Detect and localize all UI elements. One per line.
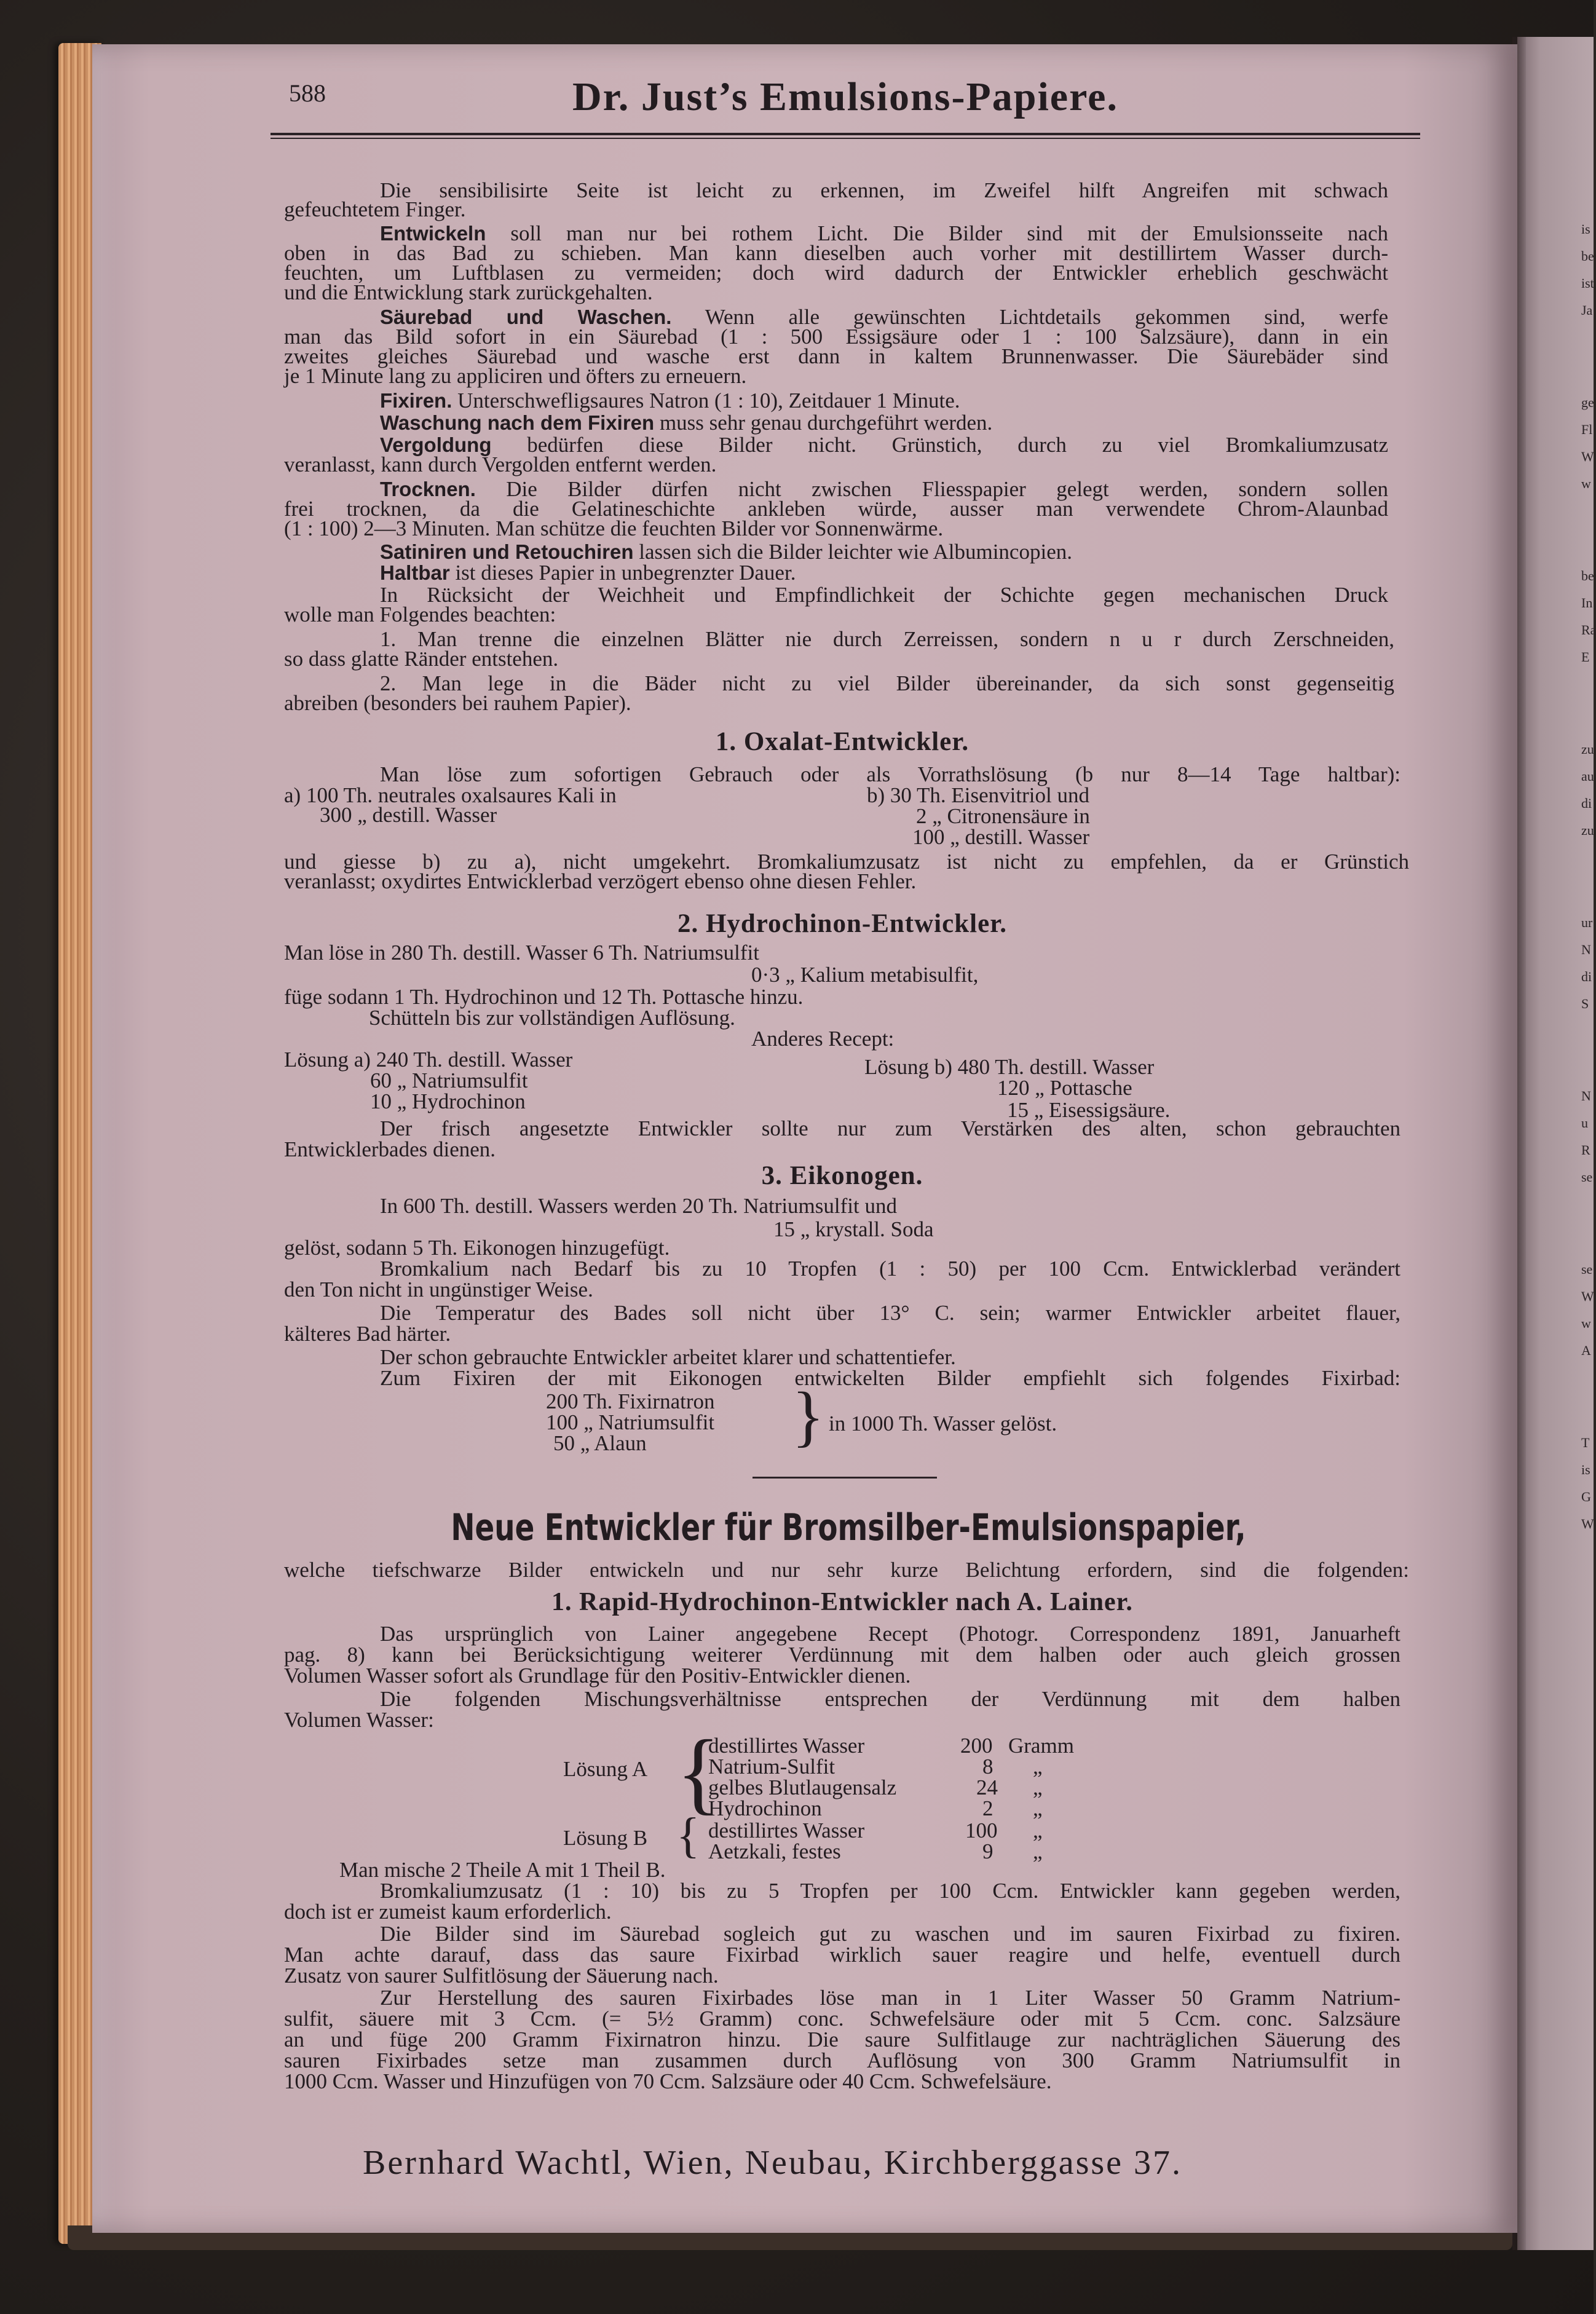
adjacent-page-fragment: au — [1581, 768, 1594, 784]
recipe-line: a) 100 Th. neutrales oxalsaures Kali in — [284, 783, 617, 807]
rapid-heading: 1. Rapid-Hydrochinon-Entwickler nach A. Lainer. — [551, 1588, 1133, 1616]
adjacent-page-fragment: ge — [1581, 395, 1594, 410]
text-line: Volumen Wasser sofort als Grundlage für den Positiv-Entwickler dienen. — [284, 1664, 911, 1688]
text-line: 2. Man lege in die Bäder nicht zu viel Bilder übereinander, da sich sonst gegenseitig — [380, 671, 1394, 695]
recipe-line: 120 „ Pottasche — [997, 1076, 1132, 1100]
text-line: sulfit, säuere mit 3 Ccm. (= 5½ Gramm) conc. Schwefelsäure oder mit 5 Ccm. conc. Salzsäure — [284, 2007, 1400, 2031]
text-line: veranlasst, kann durch Vergolden entfernt werden. — [284, 452, 717, 476]
recipe-line: Lösung a) 240 Th. destill. Wasser — [284, 1048, 573, 1072]
text-line: welche tiefschwarze Bilder entwickeln und nur sehr kurze Belichtung erfordern, sind die folgenden: — [284, 1558, 1409, 1582]
page-number: 588 — [289, 79, 326, 107]
text-line: 1000 Ccm. Wasser und Hinzufügen von 70 Ccm. Salzsäure oder 40 Ccm. Schwefelsäure. — [284, 2069, 1052, 2093]
ingredient: destillirtes Wasser — [708, 1818, 865, 1842]
recipe-line: Man löse in 280 Th. destill. Wasser 6 Th. Natriumsulfit — [284, 941, 759, 965]
text-line: frei trocknen, da die Gelatineschichte ankleben würde, ausser man verwendete Chrom-Alaunbad — [284, 497, 1388, 521]
vergoldung-paragraph: Vergoldung bedürfen diese Bilder nicht. Grünstich, durch zu viel Bromkaliumzusatz — [380, 433, 1388, 457]
unit: „ — [1033, 1796, 1043, 1820]
intro-line: Die sensibilisirte Seite ist leicht zu erkennen, im Zweifel hilft Angreifen mit schwach — [380, 178, 1388, 202]
text-line: an und füge 200 Gramm Fixirnatron hinzu. Die saure Sulfitlauge zur nachträglichen Säuerung des — [284, 2028, 1400, 2051]
text-line: Entwicklerbades dienen. — [284, 1137, 496, 1161]
fixirbad-line: 50 „ Alaun — [553, 1431, 647, 1455]
adjacent-page-fragment: In — [1581, 595, 1593, 610]
adjacent-page-fragment: N — [1581, 1088, 1591, 1104]
recipe-line: 15 „ Eisessigsäure. — [1007, 1098, 1171, 1122]
adjacent-page-fragment: W — [1581, 1289, 1594, 1304]
adjacent-page-fragment: W — [1581, 1516, 1594, 1531]
adjacent-page-fragment: se — [1581, 1169, 1593, 1185]
header-rule-thin — [271, 138, 1420, 139]
unit: „ — [1033, 1775, 1043, 1799]
adjacent-page-fragment: is — [1581, 1462, 1590, 1477]
unit: Gramm — [1008, 1734, 1074, 1758]
text-line: Bromkalium nach Bedarf bis zu 10 Tropfen (1 : 50) per 100 Ccm. Entwicklerbad verändert — [380, 1257, 1400, 1281]
text-line: Man mische 2 Theile A mit 1 Theil B. — [339, 1858, 666, 1882]
ingredient: Hydrochinon — [708, 1796, 822, 1820]
recipe-line: 60 „ Natriumsulfit — [370, 1068, 528, 1092]
recipe-subheading: Anderes Recept: — [751, 1027, 895, 1051]
text-line: Man löse zum sofortigen Gebrauch oder als Vorrathslösung (b nur 8—14 Tage haltbar): — [380, 762, 1400, 786]
amount: 200 — [960, 1734, 993, 1758]
adjacent-page-fragment: Fl — [1581, 422, 1593, 437]
unit: „ — [1033, 1755, 1043, 1779]
amount: 9 — [982, 1839, 994, 1863]
text-line: (1 : 100) 2—3 Minuten. Man schütze die feuchten Bilder vor Sonnenwärme. — [284, 516, 944, 540]
adjacent-page-fragment: E — [1581, 649, 1590, 665]
adjacent-page-fragment: is — [1581, 221, 1590, 237]
adjacent-page-fragment: S — [1581, 996, 1589, 1011]
section-divider — [753, 1477, 937, 1479]
fixirbad-note: in 1000 Th. Wasser gelöst. — [829, 1412, 1057, 1435]
adjacent-page-fragment: Ra — [1581, 622, 1596, 638]
loesung-a-label: Lösung A — [563, 1757, 648, 1781]
text-line: 1. Man trenne die einzelnen Blätter nie durch Zerreissen, sondern n u r durch Zerschneiden, — [380, 627, 1394, 651]
recipe-line: gelöst, sodann 5 Th. Eikonogen hinzugefügt. — [284, 1236, 670, 1260]
adjacent-page-fragment: Ja — [1581, 302, 1593, 318]
adjacent-page-fragment: ist — [1581, 275, 1594, 291]
text-line: Das ursprünglich von Lainer angegebene Recept (Photogr. Correspondenz 1891, Januarheft — [380, 1622, 1400, 1646]
recipe-line: 15 „ krystall. Soda — [773, 1217, 934, 1241]
advert-heading: Neue Entwickler für Bromsilber-Emulsionspapier, — [451, 1506, 1246, 1549]
text-line: wolle man Folgendes beachten: — [284, 602, 556, 626]
adjacent-page-fragment: w — [1581, 1316, 1591, 1331]
text-line: je 1 Minute lang zu appliciren und öfters zu erneuern. — [284, 364, 747, 388]
section-heading-oxalat: 1. Oxalat-Entwickler. — [715, 727, 970, 756]
text-line: pag. 8) kann bei Berücksichtigung weiterer Verdünnung mit dem halben oder auch gleich grossen — [284, 1643, 1400, 1667]
ingredient: Natrium-Sulfit — [708, 1755, 836, 1779]
recipe-line: 300 „ destill. Wasser — [320, 803, 497, 827]
adjacent-page-fragment: u — [1581, 1115, 1588, 1131]
text-line: oben in das Bad zu schieben. Man kann dieselben auch vorher mit destillirtem Wasser durch- — [284, 241, 1388, 265]
text-line: so dass glatte Ränder entstehen. — [284, 647, 559, 671]
adjacent-page-fragment: zu — [1581, 741, 1594, 757]
page-title: Dr. Just’s Emulsions-Papiere. — [572, 74, 1118, 119]
recipe-line: 100 „ destill. Wasser — [912, 825, 1090, 849]
running-header — [271, 74, 1420, 135]
recipe-line: 10 „ Hydrochinon — [370, 1089, 526, 1113]
intro-line: gefeuchtetem Finger. — [284, 197, 466, 221]
saeurebad-paragraph: Säurebad und Waschen. Wenn alle gewünschten Lichtdetails gekommen sind, werfe — [380, 305, 1389, 329]
text-line: Man achte darauf, dass das saure Fixirbad wirklich sauer reagire und helfe, eventuell durch — [284, 1943, 1400, 1967]
recipe-line: In 600 Th. destill. Wassers werden 20 Th. Natriumsulfit und — [380, 1194, 897, 1218]
waschung-line: Waschung nach dem Fixiren muss sehr genau durchgeführt werden. — [380, 411, 993, 435]
text-line: Volumen Wasser: — [284, 1708, 434, 1732]
unit: „ — [1033, 1818, 1043, 1842]
text-line: den Ton nicht in ungünstiger Weise. — [284, 1277, 593, 1301]
text-line: und die Entwicklung stark zurückgehalten. — [284, 280, 653, 304]
text-line: Der schon gebrauchte Entwickler arbeitet klarer und schattentiefer. — [380, 1345, 956, 1369]
text-line: Die folgenden Mischungsverhältnisse entsprechen der Verdünnung mit dem halben — [380, 1687, 1400, 1711]
text-line: abreiben (besonders bei rauhem Papier). — [284, 691, 631, 715]
adjacent-page-fragment: T — [1581, 1435, 1590, 1450]
text-line: man das Bild sofort in ein Säurebad (1 : 500 Essigsäure oder 1 : 100 Salzsäure), dann in ein — [284, 325, 1388, 349]
text-line: doch ist er zumeist kaum erforderlich. — [284, 1900, 612, 1924]
adjacent-page-fragment: G — [1581, 1489, 1591, 1504]
entwickeln-paragraph: Entwickeln soll man nur bei rothem Licht. Die Bilder sind mit der Emulsionsseite nach — [380, 221, 1388, 245]
section-heading-eikonogen: 3. Eikonogen. — [761, 1161, 923, 1190]
satiniren-line: Satiniren und Retouchiren lassen sich die Bilder leichter wie Albumincopien. — [380, 540, 1072, 564]
text-line: Die Bilder sind im Säurebad sogleich gut zu waschen und im sauren Fixirbad zu fixiren. — [380, 1922, 1400, 1946]
ingredient: destillirtes Wasser — [708, 1734, 865, 1758]
text-line: Zusatz von saurer Sulfitlösung der Säuerung nach. — [284, 1964, 719, 1988]
adjacent-page-fragment: ur — [1581, 915, 1593, 930]
recipe-line: 2 „ Citronensäure in — [916, 804, 1090, 828]
adjacent-page-fragment: A — [1581, 1343, 1591, 1358]
header-rule — [271, 133, 1420, 135]
adjacent-page-fragment: R — [1581, 1142, 1590, 1158]
section-heading-hydrochinon: 2. Hydrochinon-Entwickler. — [677, 909, 1008, 938]
unit: „ — [1033, 1839, 1043, 1863]
text-line: und giesse b) zu a), nicht umgekehrt. Bromkaliumzusatz ist nicht zu empfehlen, da er Grünstich — [284, 850, 1409, 874]
fixirbad-line: 200 Th. Fixirnatron — [546, 1389, 715, 1413]
adjacent-page-fragment: be — [1581, 568, 1594, 583]
text-line: Zum Fixiren der mit Eikonogen entwickelten Bilder empfiehlt sich folgendes Fixirbad: — [380, 1366, 1400, 1390]
recipe-line: füge sodann 1 Th. Hydrochinon und 12 Th. Pottasche hinzu. — [284, 985, 804, 1009]
trocknen-paragraph: Trocknen. Die Bilder dürfen nicht zwischen Fliesspapier gelegt werden, sondern sollen — [380, 477, 1388, 501]
amount: 2 — [982, 1796, 994, 1820]
adjacent-page-fragment: zu — [1581, 823, 1594, 838]
brace: } — [792, 1378, 824, 1453]
adjacent-page-fragment: be — [1581, 248, 1594, 264]
fixiren-line: Fixiren. Unterschwefligsaures Natron (1 : 10), Zeitdauer 1 Minute. — [380, 389, 960, 413]
adjacent-page-fragment: w — [1581, 476, 1591, 491]
adjacent-page-fragment: N — [1581, 942, 1591, 957]
text-line: zweites gleiches Säurebad und wasche erst dann in kaltem Brunnenwasser. Die Säurebäder sind — [284, 344, 1388, 368]
recipe-line: Lösung b) 480 Th. destill. Wasser — [864, 1055, 1155, 1079]
text-line: feuchten, um Luftblasen zu vermeiden; doch wird dadurch der Entwickler erheblich geschwächt — [284, 261, 1388, 285]
fixirbad-line: 100 „ Natriumsulfit — [546, 1410, 715, 1434]
adjacent-page-fragment: di — [1581, 969, 1592, 984]
publisher-imprint: Bernhard Wachtl, Wien, Neubau, Kirchberggasse 37. — [363, 2144, 1183, 2182]
recipe-line: b) 30 Th. Eisenvitriol und — [867, 783, 1089, 807]
recipe-line: Schütteln bis zur vollständigen Auflösung. — [369, 1006, 735, 1030]
ingredient: Aetzkali, festes — [708, 1839, 841, 1863]
brace: { — [676, 1809, 700, 1863]
text-line: Zur Herstellung des sauren Fixirbades löse man in 1 Liter Wasser 50 Gramm Natrium- — [380, 1986, 1400, 2010]
text-line: kälteres Bad härter. — [284, 1322, 451, 1346]
adjacent-page-fragment: di — [1581, 796, 1592, 811]
text-line: Der frisch angesetzte Entwickler sollte nur zum Verstärken des alten, schon gebrauchten — [380, 1116, 1400, 1140]
text-line: Bromkaliumzusatz (1 : 10) bis zu 5 Tropfen per 100 Ccm. Entwickler kann gegeben werden, — [380, 1879, 1400, 1903]
recipe-line: 0·3 „ Kalium metabisulfit, — [751, 963, 979, 987]
adjacent-page-fragment: W — [1581, 449, 1594, 464]
amount: 8 — [982, 1755, 994, 1779]
haltbar-line: Haltbar ist dieses Papier in unbegrenzter Dauer. — [380, 561, 796, 585]
amount: 24 — [976, 1775, 998, 1799]
text-line: In Rücksicht der Weichheit und Empfindlichkeit der Schichte gegen mechanischen Druck — [380, 583, 1388, 607]
brace: { — [676, 1721, 721, 1823]
text-line: sauren Fixirbades setze man zusammen durch Auflösung von 300 Gramm Natriumsulfit in — [284, 2048, 1400, 2072]
text-line: veranlasst; oxydirtes Entwicklerbad verzögert ebenso ohne diesen Fehler. — [284, 869, 917, 893]
loesung-b-label: Lösung B — [563, 1826, 648, 1850]
ingredient: gelbes Blutlaugensalz — [708, 1775, 897, 1799]
amount: 100 — [965, 1818, 998, 1842]
text-line: Die Temperatur des Bades soll nicht über 13° C. sein; warmer Entwickler arbeitet flauer, — [380, 1301, 1400, 1325]
adjacent-page-fragment: se — [1581, 1262, 1593, 1277]
